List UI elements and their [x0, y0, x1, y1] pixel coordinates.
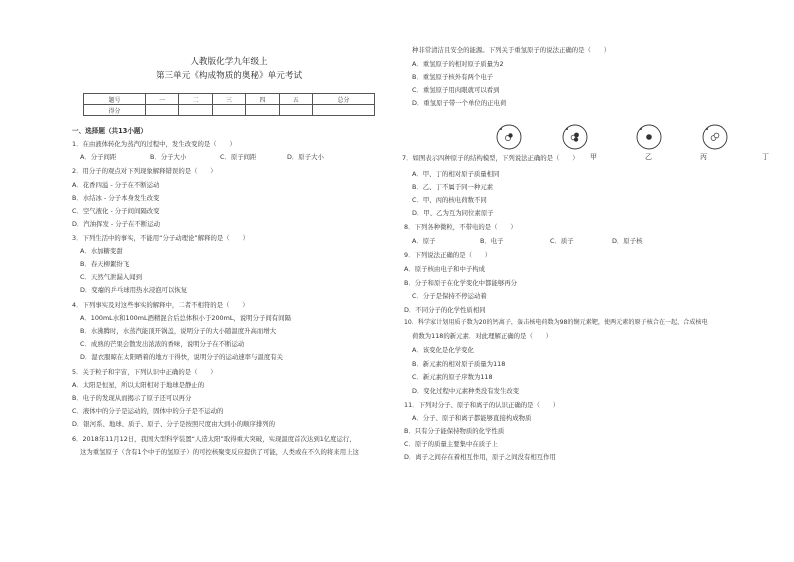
- option[interactable]: A．100mL水和100mL酒精混合后总体积小于200mL，说明分子间有间隔: [80, 314, 291, 322]
- question-4-stem: 4．下列事实及对这些事实的解释中，二者不相符的是（ ）: [72, 301, 249, 309]
- option[interactable]: A．重氢原子的相对原子质量为2: [412, 60, 504, 68]
- question-6-stem-line-3: 种非常清洁且安全的能源。下列关于重氢原子的说法正确的是（ ）: [412, 46, 611, 54]
- option[interactable]: A．甲、丁的相对原子质量相同: [412, 170, 500, 178]
- option[interactable]: A．水加糖变甜: [80, 247, 123, 255]
- option[interactable]: C．原子的质量主要集中在质子上: [404, 440, 498, 448]
- question-3-stem: 3．下列生活中的事实，不能用“分子动理论”解释的是（ ）: [72, 234, 249, 242]
- question-6-stem-line-2: 这为重氢原子（含有1个中子的氢原子）的可控核聚变反应提供了可能，人类或在不久的将来用上这: [80, 448, 359, 456]
- question-6-stem-line-1: 6．2018年11月12日，我国大型科学装置“人造太阳”取得重大突破，实现温度首次达到1亿度运行，: [72, 435, 356, 443]
- option[interactable]: B．重氢原子核外有两个电子: [412, 73, 494, 81]
- option[interactable]: B．水结冰 - 分子本身发生改变: [72, 194, 160, 202]
- question-10-stem-line-1: 10．科学家计划用质子数为20的钙离子，轰击核电荷数为98的锎元素靶，使两元素的原子核合在一起，合成核电: [404, 319, 708, 326]
- score-cell: 三: [212, 94, 245, 105]
- atom-yi-icon: [562, 124, 588, 150]
- option[interactable]: B．分子大小: [150, 153, 187, 161]
- option[interactable]: B．乙、丁不属于同一种元素: [412, 183, 494, 191]
- score-cell: 四: [246, 94, 279, 105]
- score-cell: 五: [279, 94, 312, 105]
- option[interactable]: C．甲、丙的核电荷数不同: [412, 196, 487, 204]
- option[interactable]: D．重氢原子带一个单位的正电荷: [412, 99, 507, 107]
- score-table: [83, 93, 375, 116]
- option[interactable]: D．银河系、地球、质子、原子、分子是按照尺度由大到小的顺序排列的: [72, 420, 276, 428]
- option[interactable]: A．太阳是恒星，所以太阳相对于地球是静止的: [72, 381, 205, 389]
- option[interactable]: A．该变化是化学变化: [412, 346, 474, 354]
- question-8-options: [412, 237, 712, 245]
- atom-label-bing: 丙: [700, 153, 707, 161]
- score-input-cell[interactable]: [246, 105, 279, 116]
- option[interactable]: D．变化过程中元素种类没有发生改变: [412, 387, 520, 395]
- option[interactable]: D．不同分子的化学性质相同: [404, 306, 486, 314]
- option[interactable]: C．成熟的芒果会散发出浓浓的香味，说明分子在不断运动: [80, 340, 245, 348]
- question-7-stem: 7．如图表示四种原子的结构模型，下列说法正确的是（ ）: [402, 154, 579, 162]
- question-2-stem: 2．用分子的观点对下列现象解释错误的是（ ）: [72, 167, 217, 175]
- option[interactable]: D．变瘪的乒乓球用热水浸泡可以恢复: [80, 286, 188, 294]
- option[interactable]: D．湿衣服晾在太阳晒着的地方干得快，说明分子的运动速率与温度有关: [80, 353, 284, 361]
- option[interactable]: A．原子: [412, 237, 436, 245]
- atom-label-jia: 甲: [590, 153, 597, 161]
- option[interactable]: C．空气液化 - 分子间间隔改变: [72, 207, 160, 215]
- question-5-stem: 5．关于粒子和宇宙，下列认识中正确的是（ ）: [72, 368, 217, 376]
- option[interactable]: B．分子和原子在化学变化中都能够再分: [404, 279, 518, 287]
- option[interactable]: B．新元素的相对原子质量为118: [412, 360, 506, 368]
- option[interactable]: C．原子间距: [220, 153, 257, 161]
- option[interactable]: A．原子核由电子和中子构成: [404, 265, 486, 273]
- option[interactable]: C．重氢原子用肉眼就可以看到: [412, 86, 500, 94]
- score-cell: 总分: [313, 94, 375, 105]
- question-9-stem: 9．下列说法正确的是（ ）: [404, 251, 492, 259]
- atom-label-ding: 丁: [762, 153, 769, 161]
- score-input-cell[interactable]: [313, 105, 375, 116]
- option[interactable]: B．电子的发现从而揭示了原子还可以再分: [72, 394, 192, 402]
- score-table-row-score: [84, 105, 375, 116]
- option[interactable]: A．分子间距: [80, 153, 117, 161]
- option[interactable]: C．新元素的原子序数为118: [412, 373, 493, 381]
- option[interactable]: A．分子、原子和离子都能够直接构成物质: [412, 414, 532, 422]
- question-1-stem: 1．在由液体转化为蒸汽的过程中，发生改变的是（ ）: [72, 140, 236, 148]
- question-11-stem: 11．下列对分子、原子和离子的认识正确的是（ ）: [404, 401, 560, 409]
- doc-subtitle: 第三单元《构成物质的奥秘》单元考试: [155, 71, 303, 81]
- option[interactable]: D．甲、乙为互为同位素原子: [412, 209, 494, 217]
- option[interactable]: C．天然气泄漏入闻到: [80, 273, 142, 281]
- atom-jia-icon: [496, 124, 522, 150]
- score-input-cell[interactable]: [179, 105, 212, 116]
- score-cell: 一: [145, 94, 178, 105]
- question-8-stem: 8．下列各种微粒，不带电的是（ ）: [404, 223, 517, 231]
- option[interactable]: B．电子: [480, 237, 504, 245]
- option[interactable]: D．原子核: [612, 237, 643, 245]
- score-input-cell[interactable]: [279, 105, 312, 116]
- atom-ding-icon: [702, 124, 728, 150]
- score-input-cell[interactable]: [212, 105, 245, 116]
- option[interactable]: B．春天柳絮纷飞: [80, 260, 130, 268]
- option[interactable]: C．液体中的分子是运动的，固体中的分子是不运动的: [72, 407, 224, 415]
- question-10-stem-line-2: 荷数为118的新元素．对此理解正确的是（ ）: [412, 332, 553, 340]
- option[interactable]: C．质子: [550, 237, 574, 245]
- score-cell: 得分: [84, 105, 146, 116]
- atom-label-yi: 乙: [645, 153, 652, 161]
- atom-bing-icon: [636, 124, 662, 150]
- doc-title: 人教版化学九年级上: [190, 57, 268, 67]
- option[interactable]: B．水沸腾时，水蒸汽能顶开锅盖，说明分子的大小随温度升高而增大: [80, 327, 277, 335]
- option[interactable]: D．离子之间存在着相互作用，原子之间没有相互作用: [404, 453, 556, 461]
- question-1-options: [80, 153, 380, 161]
- score-input-cell[interactable]: [145, 105, 178, 116]
- option[interactable]: A．花香四溢 - 分子在不断运动: [72, 181, 160, 189]
- option[interactable]: D．原子大小: [287, 153, 324, 161]
- score-cell: 题号: [84, 94, 146, 105]
- option[interactable]: B．只有分子能保持物质的化学性质: [404, 427, 505, 435]
- section-heading: 一、选择题（共13小题）: [72, 127, 148, 135]
- option[interactable]: C．分子是保持不停运动着: [412, 292, 487, 300]
- option[interactable]: D．汽油挥发 - 分子在不断运动: [72, 220, 160, 228]
- score-cell: 二: [179, 94, 212, 105]
- score-table-row-header: [84, 94, 375, 105]
